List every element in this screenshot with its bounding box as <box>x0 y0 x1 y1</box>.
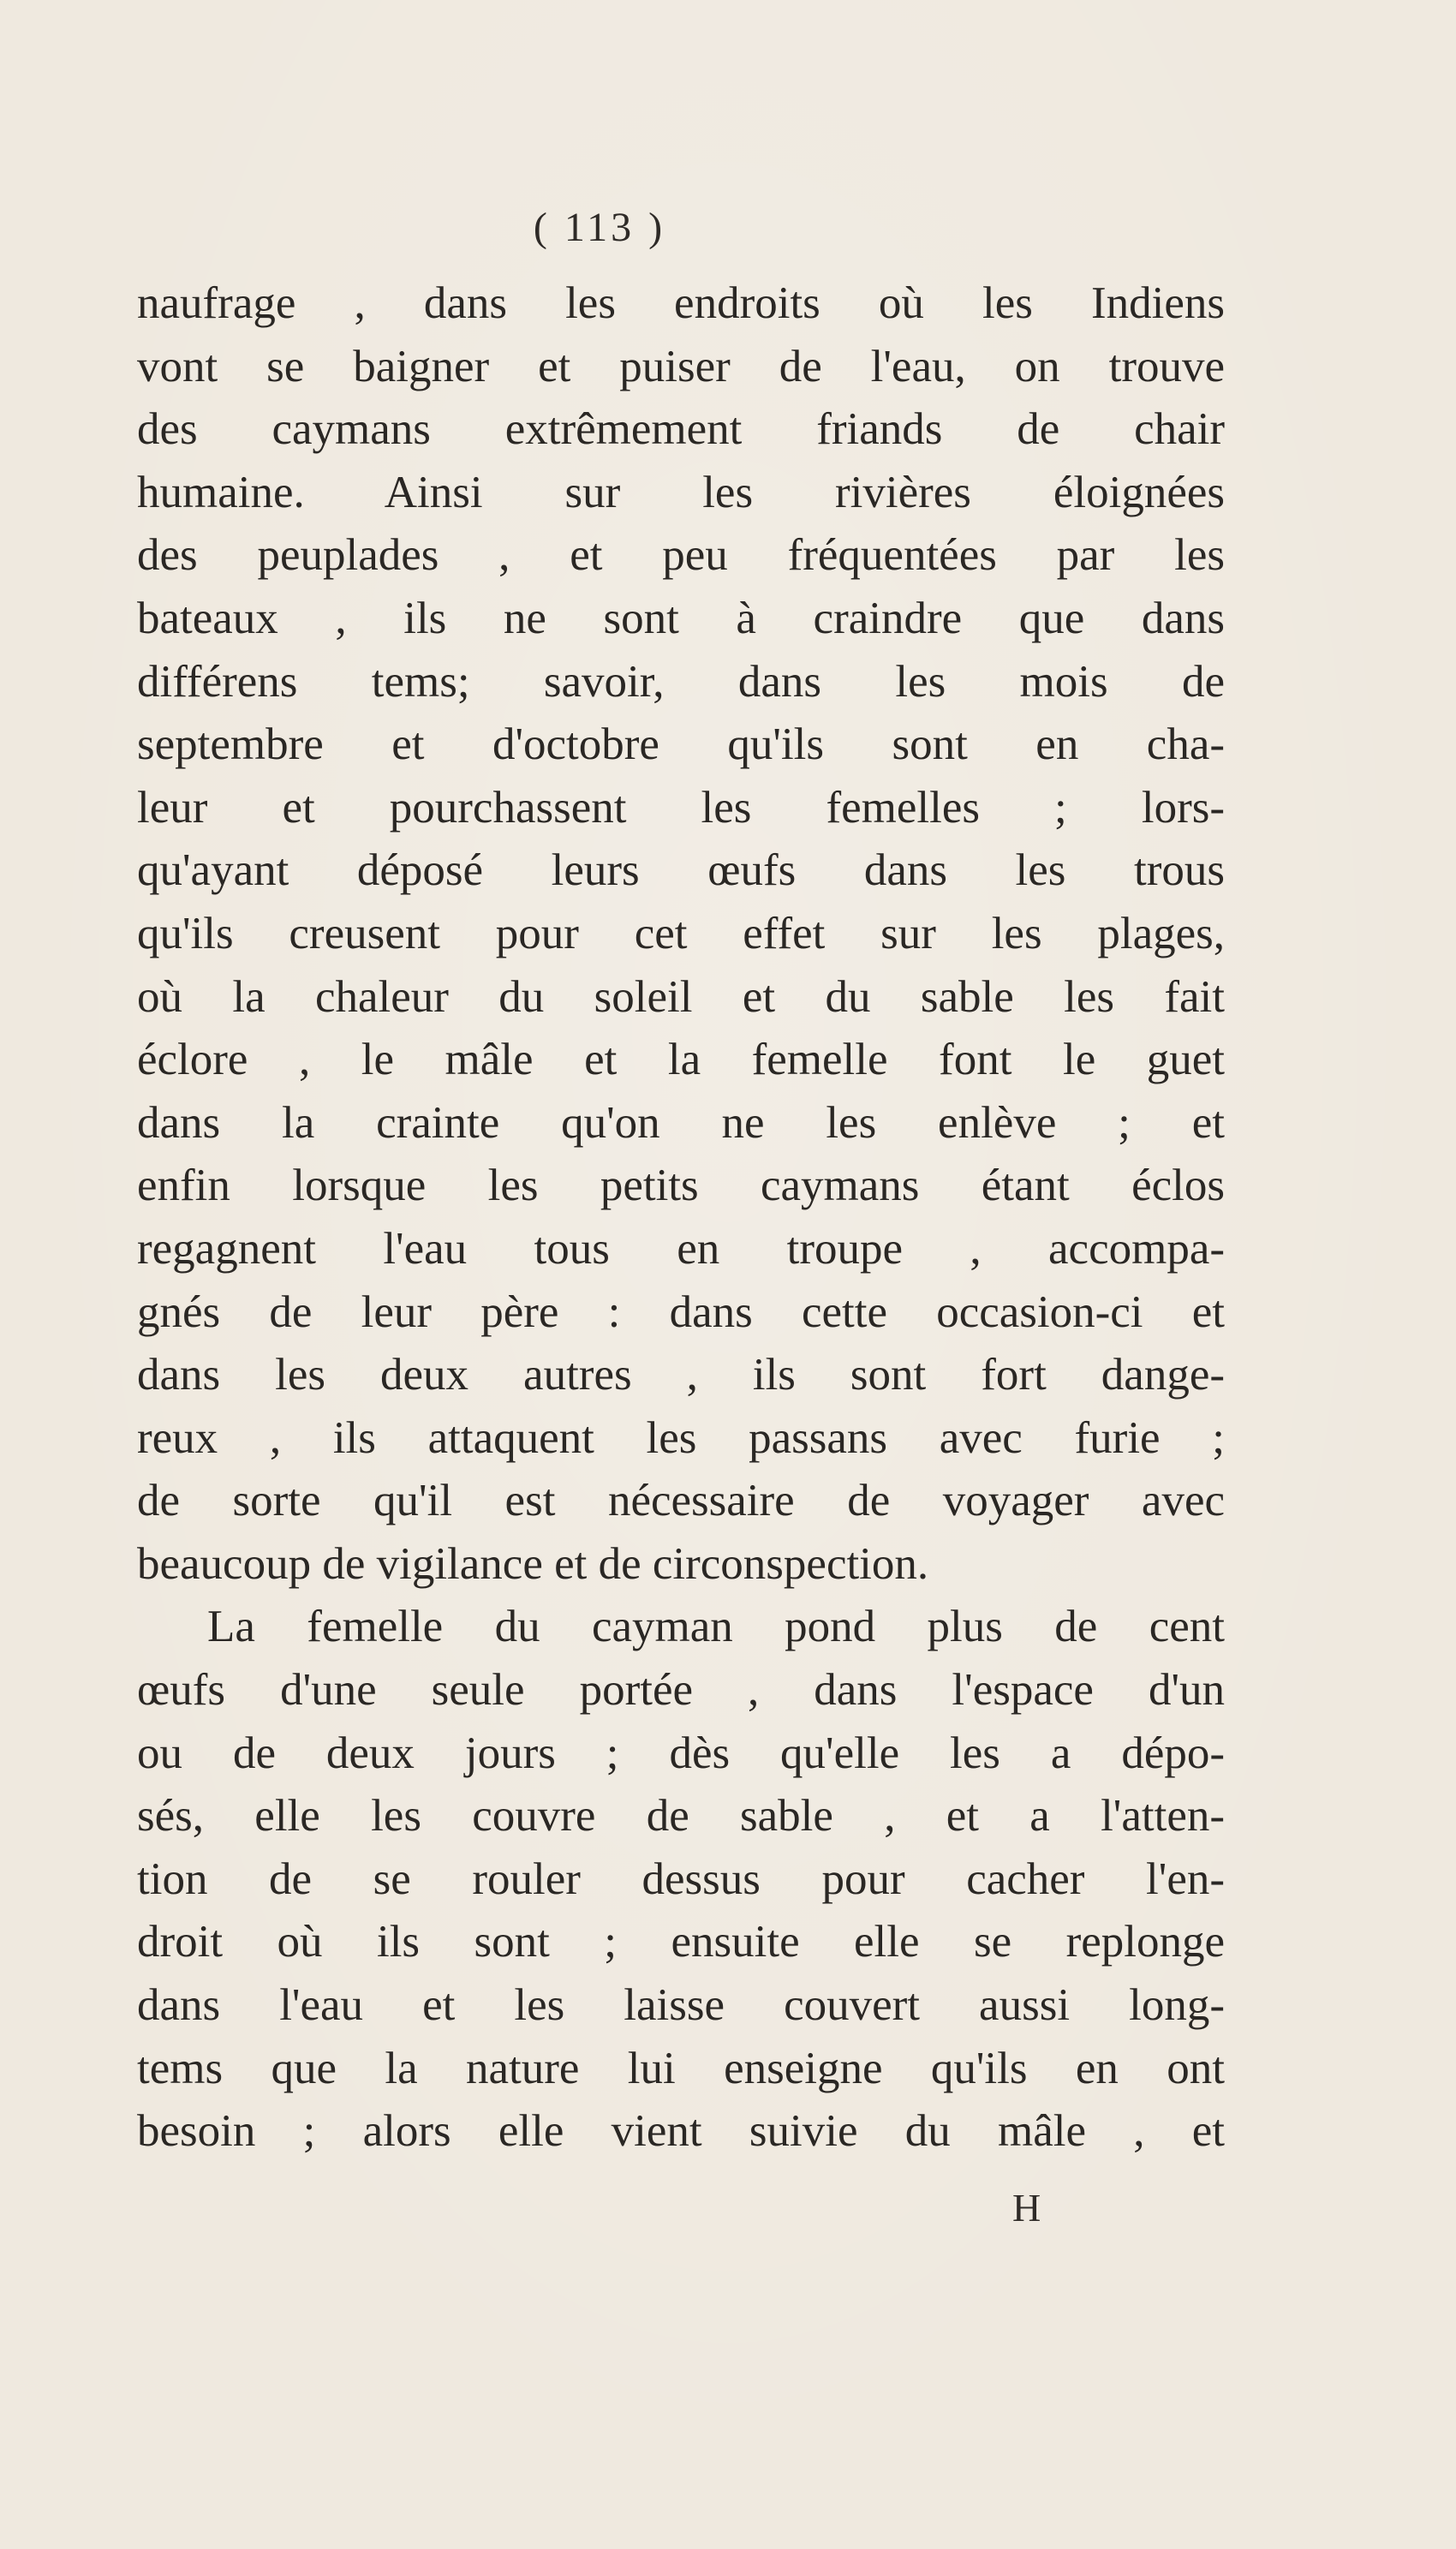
text-line: éclore , le mâle et la femelle font le guet <box>137 1035 1225 1085</box>
text-line: ou de deux jours ; dès qu'elle les a dépo- <box>137 1728 1225 1778</box>
text-line: différens tems; savoir, dans les mois de <box>137 656 1225 707</box>
text-line: droit où ils sont ; ensuite elle se replonge <box>137 1917 1225 1967</box>
text-line: septembre et d'octobre qu'ils sont en cha- <box>137 719 1225 770</box>
text-line: tems que la nature lui enseigne qu'ils en ont <box>137 2043 1225 2093</box>
text-line: enfin lorsque les petits caymans étant éclos <box>137 1161 1225 1211</box>
signature-mark: H <box>1012 2186 1041 2230</box>
paragraph-start-line: La femelle du cayman pond plus de cent <box>207 1602 1225 1652</box>
text-line: qu'ils creusent pour cet effet sur les plages, <box>137 908 1225 958</box>
text-line: sés, elle les couvre de sable , et a l'atten- <box>137 1791 1225 1842</box>
text-line: naufrage , dans les endroits où les Indiens <box>137 278 1225 328</box>
text-line: beaucoup de vigilance et de circonspection. <box>137 1538 929 1589</box>
text-line: où la chaleur du soleil et du sable les fait <box>137 971 1225 1022</box>
text-line: des peuplades , et peu fréquentées par les <box>137 530 1225 581</box>
text-line: regagnent l'eau tous en troupe , accompa- <box>137 1223 1225 1274</box>
text-line: des caymans extrêmement friands de chair <box>137 404 1225 455</box>
text-line: besoin ; alors elle vient suivie du mâle , et <box>137 2106 1225 2157</box>
text-line: reux , ils attaquent les passans avec furie ; <box>137 1412 1225 1463</box>
text-line: œufs d'une seule portée , dans l'espace d'un <box>137 1665 1225 1716</box>
text-line: dans les deux autres , ils sont fort dange- <box>137 1350 1225 1400</box>
text-line: qu'ayant déposé leurs œufs dans les trous <box>137 845 1225 896</box>
text-line: humaine. Ainsi sur les rivières éloignées <box>137 467 1225 517</box>
text-line: leur et pourchassent les femelles ; lors- <box>137 782 1225 833</box>
text-line: tion de se rouler dessus pour cacher l'en- <box>137 1854 1225 1904</box>
text-line: dans la crainte qu'on ne les enlève ; et <box>137 1097 1225 1148</box>
text-line: gnés de leur père : dans cette occasion-ci et <box>137 1286 1225 1337</box>
text-line: bateaux , ils ne sont à craindre que dans <box>137 593 1225 643</box>
text-line: de sorte qu'il est nécessaire de voyager avec <box>137 1476 1225 1526</box>
page-number: ( 113 ) <box>533 205 666 250</box>
body-text <box>137 272 1225 2164</box>
text-line: vont se baigner et puiser de l'eau, on trouve <box>137 341 1225 391</box>
text-line: dans l'eau et les laisse couvert aussi long- <box>137 1980 1225 2031</box>
